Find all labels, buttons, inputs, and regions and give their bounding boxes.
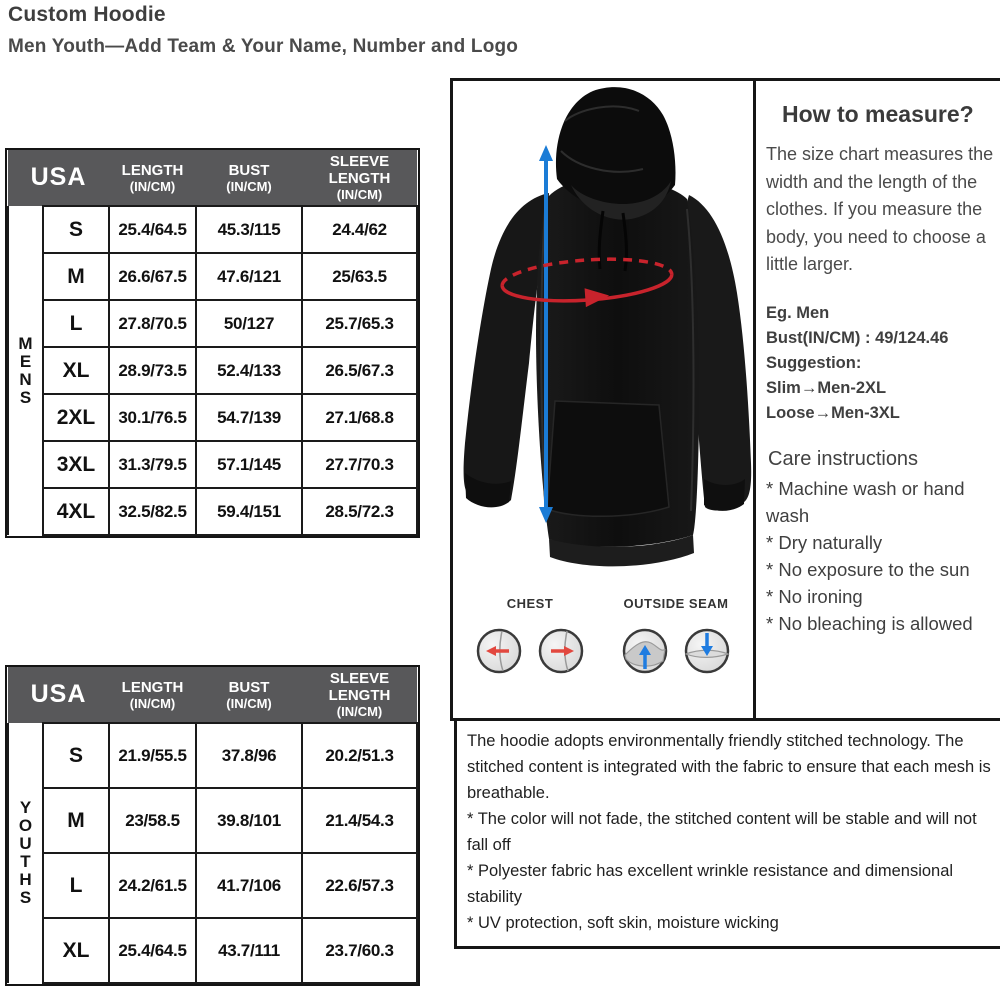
value-cell: 22.6/57.3 <box>302 853 417 918</box>
care-instructions-list <box>766 475 1000 637</box>
size-cell: XL <box>43 347 109 394</box>
page-subtitle: Men Youth—Add Team & Your Name, Number and Logo <box>8 36 519 57</box>
size-chart-table <box>7 150 418 536</box>
column-header: SLEEVE LENGTH (IN/CM) <box>302 150 417 206</box>
value-cell: 21.9/55.5 <box>109 723 196 788</box>
chest-fabric-arrow-left-icon <box>475 627 523 675</box>
size-cell: XL <box>43 918 109 983</box>
value-cell: 26.5/67.3 <box>302 347 417 394</box>
eg-line: Eg. Men <box>766 303 830 322</box>
group-label: Y O U T H S <box>8 723 43 983</box>
size-chart-table <box>7 667 418 984</box>
how-to-measure-body: The size chart measures the width and the length of the clothes. If you measure the body, you need to choose a little larger. <box>766 144 994 274</box>
chest-fabric-arrow-right-icon <box>537 627 585 675</box>
hoodie-image <box>453 81 753 591</box>
chest-icon-group <box>475 596 585 675</box>
eg-line: Bust(IN/CM) : 49/124.46 <box>766 328 949 347</box>
column-header: BUST (IN/CM) <box>196 150 302 206</box>
care-item: * No ironing <box>766 585 863 607</box>
page-title: Custom Hoodie <box>8 3 166 26</box>
value-cell: 24.4/62 <box>302 206 417 253</box>
value-cell: 26.6/67.5 <box>109 253 196 300</box>
value-cell: 21.4/54.3 <box>302 788 417 853</box>
desc-line: * The color will not fade, the stitched content will be stable and will not fall off <box>467 810 977 854</box>
seam-arrow-down-icon <box>683 627 731 675</box>
size-cell: 3XL <box>43 441 109 488</box>
value-cell: 37.8/96 <box>196 723 302 788</box>
product-description-box <box>454 721 1000 949</box>
eg-line: Slim→Men-2XL <box>766 378 887 397</box>
value-cell: 32.5/82.5 <box>109 488 196 535</box>
size-cell: L <box>43 853 109 918</box>
size-chart-mens <box>5 148 420 538</box>
column-header: USA <box>8 667 109 723</box>
value-cell: 31.3/79.5 <box>109 441 196 488</box>
group-label: M E N S <box>8 206 43 535</box>
value-cell: 50/127 <box>196 300 302 347</box>
value-cell: 27.1/68.8 <box>302 394 417 441</box>
value-cell: 23.7/60.3 <box>302 918 417 983</box>
measure-icons-row <box>457 596 749 675</box>
value-cell: 28.5/72.3 <box>302 488 417 535</box>
value-cell: 27.7/70.3 <box>302 441 417 488</box>
column-header: LENGTH (IN/CM) <box>109 667 196 723</box>
value-cell: 52.4/133 <box>196 347 302 394</box>
value-cell: 30.1/76.5 <box>109 394 196 441</box>
care-item: * Machine wash or hand wash <box>766 477 965 526</box>
size-cell: 4XL <box>43 488 109 535</box>
desc-line: The hoodie adopts environmentally friendly stitched technology. The stitched content is integrated with the fabric to ensure that each mesh is breathable. <box>467 732 991 802</box>
value-cell: 23/58.5 <box>109 788 196 853</box>
size-cell: L <box>43 300 109 347</box>
size-cell: M <box>43 788 109 853</box>
value-cell: 24.2/61.5 <box>109 853 196 918</box>
value-cell: 25.4/64.5 <box>109 206 196 253</box>
seam-arrow-up-icon <box>621 627 669 675</box>
desc-line: * Polyester fabric has excellent wrinkle resistance and dimensional stability <box>467 862 954 906</box>
size-cell: S <box>43 723 109 788</box>
value-cell: 41.7/106 <box>196 853 302 918</box>
size-chart-youths <box>5 665 420 986</box>
column-header: SLEEVE LENGTH (IN/CM) <box>302 667 417 723</box>
column-header: USA <box>8 150 109 206</box>
value-cell: 57.1/145 <box>196 441 302 488</box>
chest-label: CHEST <box>506 596 554 611</box>
column-header: BUST (IN/CM) <box>196 667 302 723</box>
hoodie-measure-panel <box>450 78 756 721</box>
hoodie-pocket <box>547 401 669 516</box>
value-cell: 28.9/73.5 <box>109 347 196 394</box>
value-cell: 45.3/115 <box>196 206 302 253</box>
how-to-measure-heading: How to measure? <box>782 101 974 127</box>
size-cell: 2XL <box>43 394 109 441</box>
care-instructions-heading: Care instructions <box>768 447 919 470</box>
care-item: * No bleaching is allowed <box>766 612 973 634</box>
value-cell: 27.8/70.5 <box>109 300 196 347</box>
value-cell: 20.2/51.3 <box>302 723 417 788</box>
column-header: LENGTH (IN/CM) <box>109 150 196 206</box>
value-cell: 47.6/121 <box>196 253 302 300</box>
value-cell: 43.7/111 <box>196 918 302 983</box>
size-cell: M <box>43 253 109 300</box>
value-cell: 39.8/101 <box>196 788 302 853</box>
size-suggestion-block <box>766 301 998 426</box>
how-to-measure-panel <box>756 78 1000 721</box>
value-cell: 59.4/151 <box>196 488 302 535</box>
eg-line: Loose→Men-3XL <box>766 403 900 422</box>
desc-line: * UV protection, soft skin, moisture wicking <box>467 914 779 932</box>
size-cell: S <box>43 206 109 253</box>
outside-seam-icon-group <box>621 596 731 675</box>
care-item: * No exposure to the sun <box>766 558 970 580</box>
value-cell: 54.7/139 <box>196 394 302 441</box>
value-cell: 25/63.5 <box>302 253 417 300</box>
value-cell: 25.7/65.3 <box>302 300 417 347</box>
care-item: * Dry naturally <box>766 531 883 553</box>
outside-seam-label: OUTSIDE SEAM <box>623 596 729 611</box>
value-cell: 25.4/64.5 <box>109 918 196 983</box>
eg-line: Suggestion: <box>766 353 862 372</box>
